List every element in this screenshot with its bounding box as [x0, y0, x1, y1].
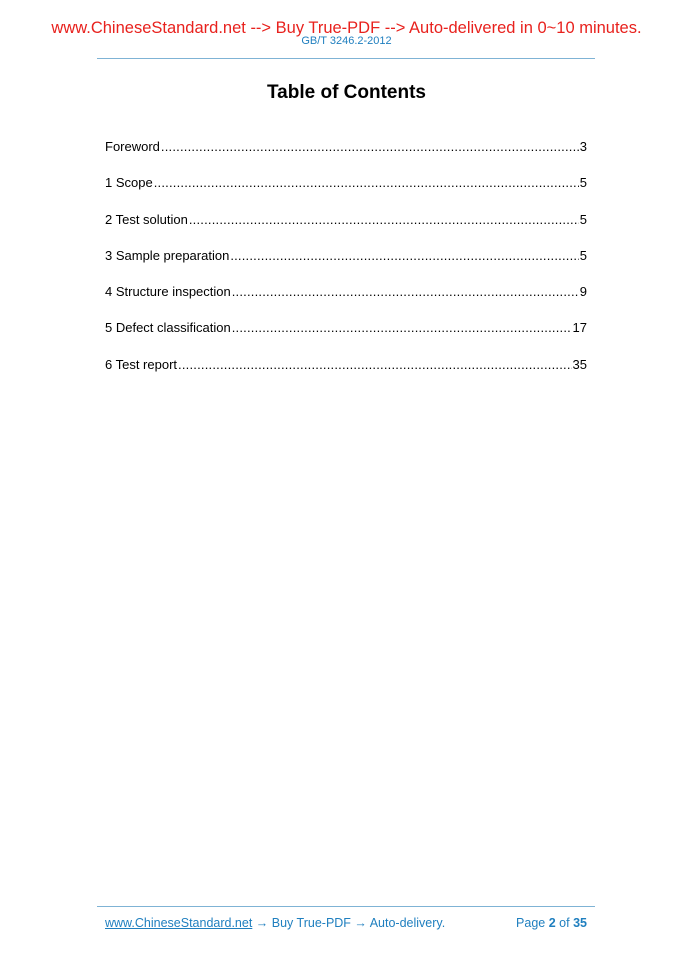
toc-entry-defect-classification[interactable] [105, 319, 587, 355]
toc-leader-dots [232, 283, 579, 301]
page-label: Page [516, 916, 546, 930]
document-code: GB/T 3246.2-2012 [301, 35, 392, 47]
table-of-contents [105, 138, 587, 392]
toc-entry-label: 6 Test report [105, 356, 178, 372]
promo-banner[interactable]: www.ChineseStandard.net --> Buy True-PDF --> Auto-delivered in 0~10 minutes. [51, 19, 642, 37]
toc-entry-sample-preparation[interactable] [105, 247, 587, 283]
footer-website-link[interactable]: www.ChineseStandard.net [105, 916, 253, 930]
toc-entry-label: 3 Sample preparation [105, 247, 230, 263]
toc-entry-structure-inspection[interactable] [105, 283, 587, 319]
page-current: 2 [548, 916, 556, 930]
toc-entry-label: 2 Test solution [105, 211, 188, 227]
toc-entry-label: 5 Defect classification [105, 320, 231, 336]
toc-entry-page: 5 [579, 175, 587, 191]
toc-entry-page: 9 [579, 284, 587, 300]
toc-entry-page: 35 [572, 356, 587, 372]
footer-tagline: → Buy True-PDF → Auto-delivery. [252, 916, 446, 930]
footer-divider [97, 906, 595, 907]
toc-entry-page: 5 [579, 247, 587, 263]
toc-leader-dots [154, 174, 579, 192]
page-of-label: of [559, 916, 570, 930]
toc-leader-dots [232, 319, 572, 337]
toc-title: Table of Contents [266, 82, 427, 103]
toc-leader-dots [161, 138, 579, 156]
toc-entry-test-solution[interactable] [105, 211, 587, 247]
toc-entry-label: 1 Scope [105, 175, 153, 191]
toc-leader-dots [230, 247, 578, 265]
toc-entry-test-report[interactable] [105, 356, 587, 392]
page-number [516, 915, 587, 931]
toc-entry-label: Foreword [105, 139, 160, 154]
toc-entry-scope[interactable] [105, 174, 587, 210]
toc-entry-foreword[interactable] [105, 138, 587, 174]
page-total: 35 [573, 916, 587, 930]
header-divider [97, 58, 595, 59]
toc-entry-label: 4 Structure inspection [105, 284, 231, 300]
toc-entry-page: 5 [579, 211, 587, 227]
toc-leader-dots [189, 211, 579, 229]
footer-promo [105, 915, 445, 931]
toc-entry-page: 17 [572, 320, 587, 336]
toc-leader-dots [178, 356, 572, 374]
toc-entry-page: 3 [579, 139, 587, 154]
